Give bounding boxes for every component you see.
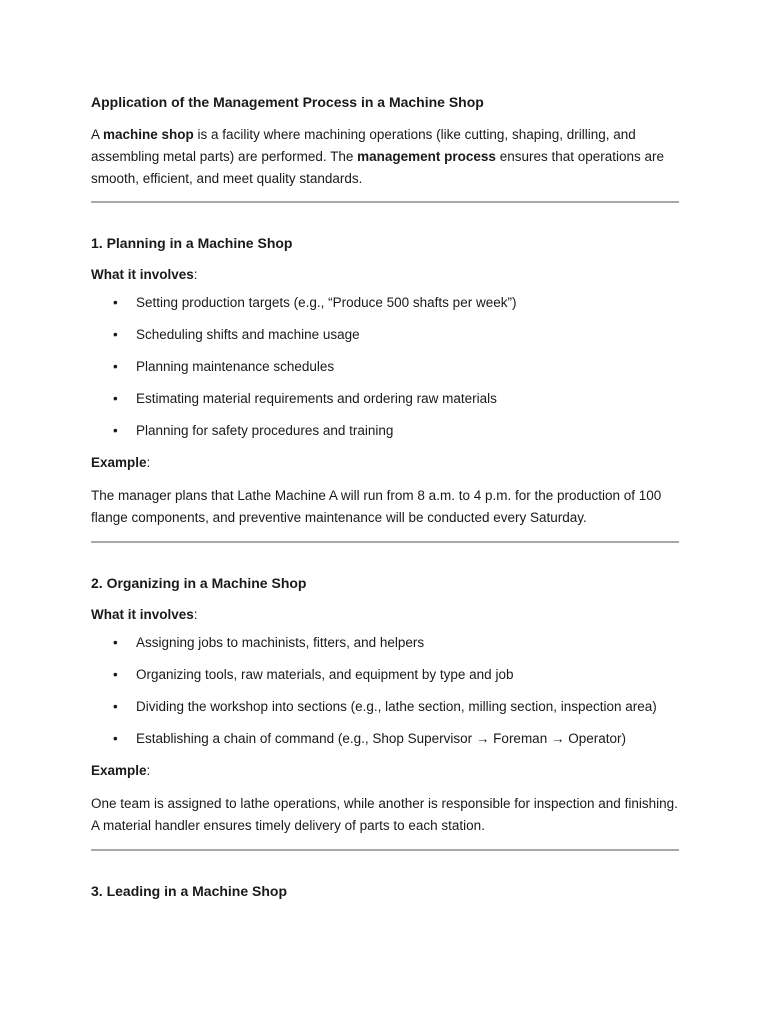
section-title-organizing: 2. Organizing in a Machine Shop xyxy=(91,575,307,591)
horizontal-rule xyxy=(91,541,679,543)
bullet-icon: • xyxy=(113,295,118,310)
bullet-icon: • xyxy=(113,423,118,438)
list-item: • Estimating material requirements and ordering raw materials xyxy=(113,391,497,406)
bullet-icon: • xyxy=(113,667,118,682)
bullet-icon: • xyxy=(113,359,118,374)
what-it-involves-label: What it involves: xyxy=(91,607,198,622)
example-label: Example: xyxy=(91,763,151,778)
section-title-planning: 1. Planning in a Machine Shop xyxy=(91,235,293,251)
example-paragraph: One team is assigned to lathe operations, while another is responsible for inspection and finishing. A material handler ensures timely delivery of parts to each station. xyxy=(91,796,678,833)
list-item: • Assigning jobs to machinists, fitters, and helpers xyxy=(113,635,425,650)
intro-paragraph xyxy=(91,124,679,190)
intro-bold-term: management process xyxy=(357,149,496,164)
list-item: • Planning maintenance schedules xyxy=(113,359,335,374)
bullet-icon: • xyxy=(113,391,118,406)
bullet-icon: • xyxy=(113,635,118,650)
intro-text: ensures that operations are smooth, efficient, and meet quality standards. xyxy=(91,149,665,186)
list-item: • Setting production targets (e.g., “Produce 500 shafts per week”) xyxy=(113,295,517,310)
list-item: • Scheduling shifts and machine usage xyxy=(113,327,360,342)
list-item: • Planning for safety procedures and training xyxy=(113,423,394,438)
example-label: Example: xyxy=(91,455,151,470)
what-it-involves-label: What it involves: xyxy=(91,267,198,282)
bullet-list xyxy=(91,294,679,440)
example-paragraph: The manager plans that Lathe Machine A will run from 8 a.m. to 4 p.m. for the production of 100 flange components, and preventive maintenance will be conducted every Saturday. xyxy=(91,488,662,525)
document-body xyxy=(91,93,679,900)
list-item: • Organizing tools, raw materials, and equipment by type and job xyxy=(113,667,514,682)
bullet-list xyxy=(91,634,679,748)
intro-bold-term: machine shop xyxy=(103,127,194,142)
list-item: • Establishing a chain of command (e.g., Shop Supervisor → Foreman → Operator) xyxy=(113,731,626,746)
section-title-leading: 3. Leading in a Machine Shop xyxy=(91,883,288,899)
intro-text: is a facility where machining operations (like cutting, shaping, drilling, and assembling metal parts) are performed. The xyxy=(91,127,636,164)
intro-text: A xyxy=(91,127,104,142)
horizontal-rule xyxy=(91,849,679,851)
bullet-icon: • xyxy=(113,699,118,714)
horizontal-rule xyxy=(91,201,679,203)
document-title: Application of the Management Process in a Machine Shop xyxy=(91,94,484,110)
bullet-icon: • xyxy=(113,327,118,342)
bullet-icon: • xyxy=(113,731,118,746)
list-item: • Dividing the workshop into sections (e.g., lathe section, milling section, inspection area) xyxy=(113,699,657,714)
